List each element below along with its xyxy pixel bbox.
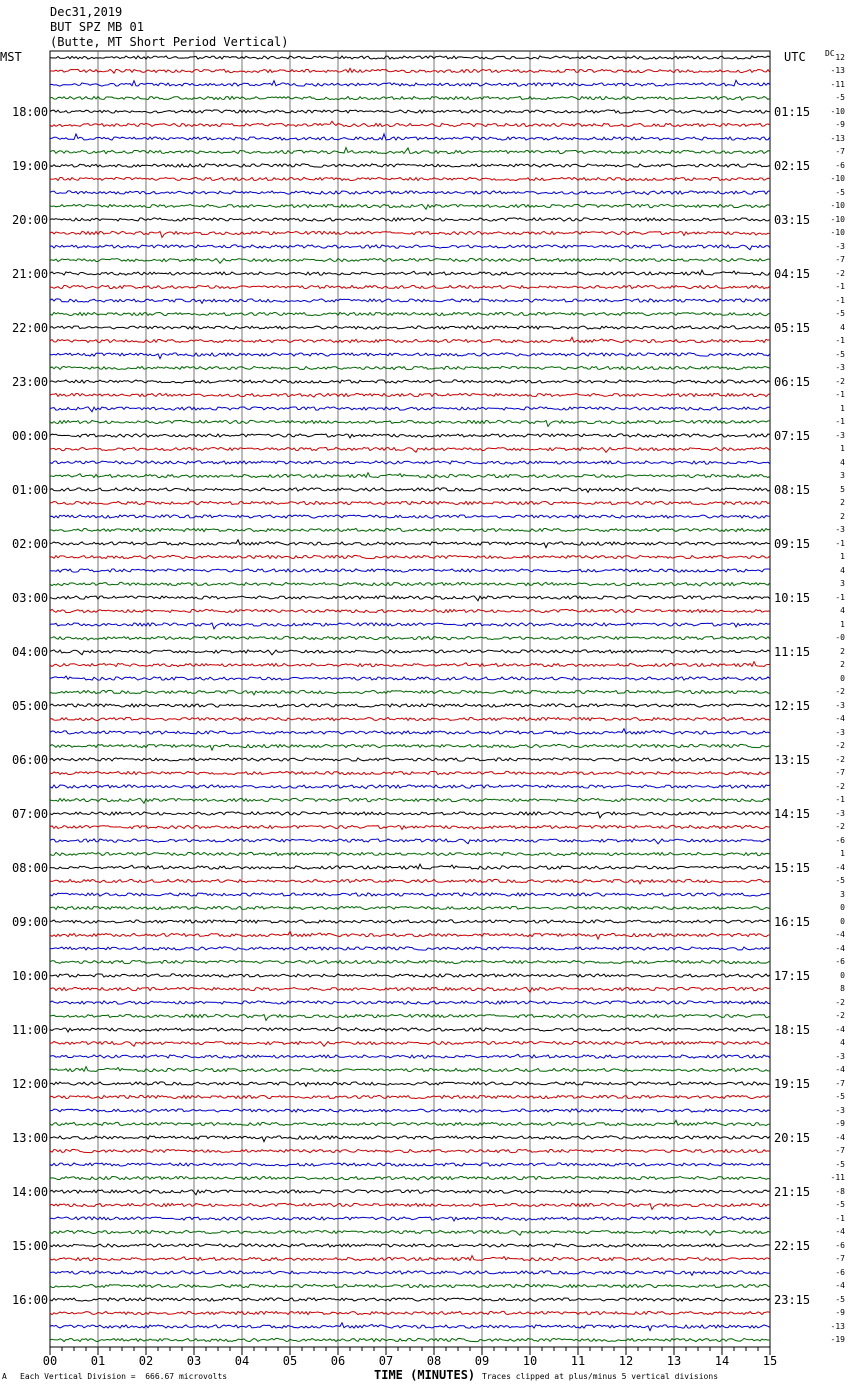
trace-line [50,852,770,855]
dc-offset-label: -2 [835,997,845,1007]
dc-offset-label: -1 [835,336,845,345]
dc-offset-label: -9 [835,1119,845,1128]
dc-offset-label: 0 [840,673,845,683]
dc-offset-label: 2 [840,511,845,521]
left-hour-label: 07:00 [12,806,49,821]
trace-line [50,812,770,818]
dc-offset-label: -4 [835,862,845,872]
trace-line [50,582,770,586]
trace-line [50,121,770,126]
trace-line [50,473,770,478]
trace-line [50,326,770,329]
right-hour-label: 18:15 [774,1022,811,1037]
dc-offset-label: -7 [835,147,845,156]
trace-line [50,636,770,640]
clip-note: Traces clipped at plus/minus 5 vertical divisions [482,1372,719,1381]
x-axis-tick-label: 02 [138,1354,154,1368]
trace-line [50,407,770,412]
dc-offset-label: 2 [840,498,845,507]
dc-offset-label: -2 [835,376,845,386]
dc-offset-label: -6 [835,957,845,966]
trace-line [50,893,770,896]
trace-line [50,218,770,221]
trace-line [50,68,770,73]
right-hour-label: 08:15 [774,482,811,497]
dc-offset-label: -9 [835,1308,845,1317]
trace-line [50,1190,770,1195]
dc-offset-label: 1 [840,619,845,629]
dc-offset-label: -1 [835,282,845,291]
trace-line [50,623,770,629]
dc-offset-label: 12 [835,52,845,62]
dc-offset-label: -5 [835,1092,845,1101]
dc-offset-label: -1 [835,390,845,399]
dc-offset-label: -7 [835,255,845,264]
dc-offset-label: -8 [835,1186,845,1196]
trace-line [50,879,770,884]
trace-line [50,785,770,789]
trace-line [50,1298,770,1301]
x-axis-title: TIME (MINUTES) [374,1368,476,1382]
left-hour-label: 09:00 [12,914,49,929]
x-axis-tick-label: 04 [234,1354,250,1368]
x-axis-tick-label: 11 [570,1354,586,1368]
dc-offset-label: -13 [830,133,845,143]
dc-offset-label: -3 [835,808,845,818]
right-hour-label: 07:15 [774,428,811,443]
right-hour-label: 23:15 [774,1292,811,1307]
dc-offset-label: -19 [830,1335,845,1344]
trace-line [50,258,770,263]
left-hour-label: 02:00 [12,536,49,551]
dc-offset-label: 3 [840,471,845,480]
trace-line [50,974,770,978]
trace-line [50,528,770,531]
dc-offset-label: -4 [835,1065,845,1074]
trace-line [50,134,770,140]
right-hour-label: 17:15 [774,968,811,983]
dc-offset-label: -5 [835,1294,845,1304]
x-axis-tick-label: 10 [522,1354,538,1368]
right-hour-label: 19:15 [774,1076,811,1091]
dc-offset-label: -4 [835,1227,845,1236]
trace-line [50,285,770,288]
trace-line [50,1014,770,1020]
trace-line [50,744,770,750]
dc-offset-label: -4 [835,943,845,953]
trace-line [50,1256,770,1261]
dc-offset-label: -1 [835,1213,845,1223]
trace-line [50,650,770,655]
trace-line [50,920,770,923]
dc-offset-label: 8 [840,984,845,993]
left-hour-label: 18:00 [12,104,49,119]
trace-line [50,1230,770,1235]
trace-line [50,839,770,844]
right-hour-label: 10:15 [774,590,811,605]
trace-line [50,1176,770,1180]
dc-offset-label: 2 [840,646,845,656]
trace-line [50,987,770,992]
left-hour-label: 01:00 [12,482,49,497]
station-description: (Butte, MT Short Period Vertical) [50,35,289,49]
trace-line [50,609,770,612]
right-hour-label: 20:15 [774,1130,811,1145]
left-hour-label: 20:00 [12,212,49,227]
trace-line [50,1323,770,1331]
x-axis-tick-label: 07 [378,1354,394,1368]
dc-offset-label: -5 [835,1159,845,1169]
dc-offset-label: 3 [840,889,845,899]
dc-offset-label: 3 [840,579,845,588]
dc-offset-label: -2 [835,1011,845,1020]
trace-line [50,488,770,493]
vertical-scale-note: Each Vertical Division = 666.67 microvolts [20,1372,228,1381]
left-hour-label: 13:00 [12,1130,49,1145]
right-hour-label: 11:15 [774,644,811,659]
x-axis-tick-label: 14 [714,1354,730,1368]
dc-offset-label: -10 [830,228,845,237]
right-hour-label: 06:15 [774,374,811,389]
dc-offset-label: -1 [835,417,845,426]
trace-line [50,177,770,180]
trace-line [50,434,770,438]
dc-offset-label: -5 [835,349,845,359]
trace-line [50,758,770,761]
right-hour-label: 14:15 [774,806,811,821]
trace-line [50,1136,770,1142]
x-axis-tick-label: 12 [618,1354,634,1368]
dc-offset-label: -3 [835,241,845,251]
right-hour-label: 04:15 [774,266,811,281]
left-hour-label: 12:00 [12,1076,49,1091]
right-timezone-label: UTC [784,50,806,64]
right-hour-label: 03:15 [774,212,811,227]
trace-line [50,825,770,829]
right-hour-label: 16:15 [774,914,811,929]
trace-line [50,729,770,734]
dc-offset-label: 4 [840,606,845,615]
left-hour-label: 11:00 [12,1022,49,1037]
left-hour-label: 08:00 [12,860,49,875]
dc-offset-label: 1 [840,552,845,561]
dc-offset-label: -5 [835,93,845,102]
dc-offset-label: -4 [835,1281,845,1290]
dc-offset-label: 4 [840,565,845,575]
trace-line [50,80,770,86]
dc-offset-label: -3 [835,1051,845,1061]
x-axis-tick-label: 01 [90,1354,106,1368]
dc-offset-label: -0 [835,633,845,642]
left-hour-label: 23:00 [12,374,49,389]
dc-offset-label: -10 [830,106,845,116]
right-hour-label: 13:15 [774,752,811,767]
trace-line [50,540,770,548]
dc-offset-label: -9 [835,120,845,129]
trace-line [50,569,770,572]
dc-offset-label: 0 [840,970,845,980]
trace-line [50,931,770,939]
dc-offset-label: 2 [840,660,845,669]
dc-offset-label: -5 [835,187,845,197]
trace-line [50,1217,770,1221]
trace-line [50,1041,770,1046]
trace-line [50,461,770,464]
dc-offset-label: -3 [835,1105,845,1115]
x-axis-tick-label: 05 [282,1354,298,1368]
trace-line [50,501,770,504]
dc-offset-label: 0 [840,916,845,926]
x-axis-tick-label: 03 [186,1354,202,1368]
dc-offset-label: 4 [840,322,845,332]
dc-offset-label: -2 [835,781,845,791]
dc-offset-label: -7 [835,1254,845,1263]
trace-line [50,690,770,695]
left-hour-label: 04:00 [12,644,49,659]
trace-line [50,1054,770,1058]
trace-line [50,1120,770,1125]
dc-offset-label: -4 [835,1024,845,1034]
right-hour-label: 12:15 [774,698,811,713]
dc-offset-label: -7 [835,1078,845,1088]
trace-line [50,245,770,250]
trace-line [50,1095,770,1098]
trace-line [50,1244,770,1247]
trace-line [50,515,770,518]
dc-offset-label: -10 [830,214,845,224]
dc-offset-label: 1 [840,403,845,413]
dc-offset-label: -3 [835,525,845,534]
dc-offset-label: 0 [840,903,845,912]
trace-line [50,1109,770,1112]
dc-offset-label: 1 [840,849,845,858]
trace-line [50,420,770,426]
left-hour-label: 14:00 [12,1184,49,1199]
trace-line [50,337,770,342]
trace-line [50,798,770,803]
trace-line [50,947,770,950]
trace-line [50,148,770,154]
dc-offset-label: -7 [835,768,845,777]
dc-offset-label: -5 [835,1200,845,1209]
dc-offset-header: DC [825,49,835,58]
dc-offset-label: -3 [835,363,845,372]
dc-offset-label: -6 [835,835,845,845]
trace-line [50,704,770,707]
dc-offset-label: -2 [835,822,845,831]
left-hour-label: 21:00 [12,266,49,281]
dc-offset-label: -7 [835,1146,845,1155]
trace-line [50,231,770,237]
x-axis-tick-label: 09 [474,1354,490,1368]
left-hour-label: 16:00 [12,1292,49,1307]
x-axis-tick-label: 00 [42,1354,58,1368]
dc-offset-label: -5 [835,309,845,318]
left-hour-label: 00:00 [12,428,49,443]
dc-offset-label: -13 [830,1321,845,1331]
dc-offset-label: -11 [830,1173,845,1182]
trace-line [50,596,770,601]
dc-offset-label: -1 [835,592,845,602]
trace-line [50,164,770,167]
dc-offset-label: -5 [835,876,845,885]
trace-line [50,191,770,195]
dc-offset-label: -6 [835,1267,845,1277]
dc-offset-label: -13 [830,66,845,75]
trace-line [50,110,770,113]
dc-offset-label: -1 [835,538,845,548]
trace-line [50,864,770,869]
left-hour-label: 19:00 [12,158,49,173]
corner-mark: A [2,1372,7,1381]
dc-offset-label: -3 [835,727,845,737]
left-hour-label: 05:00 [12,698,49,713]
right-hour-label: 09:15 [774,536,811,551]
trace-line [50,717,770,720]
dc-offset-label: -3 [835,430,845,440]
trace-line [50,393,770,397]
trace-line [50,447,770,452]
dc-offset-label: -1 [835,295,845,305]
dc-offset-label: -2 [835,268,845,278]
dc-offset-label: -10 [830,201,845,210]
dc-offset-label: -4 [835,930,845,939]
trace-line [50,366,770,369]
dc-offset-label: -3 [835,700,845,710]
trace-line [50,270,770,275]
trace-line [50,1028,770,1032]
trace-line [50,1149,770,1152]
trace-line [50,1203,770,1209]
right-hour-label: 15:15 [774,860,811,875]
trace-line [50,353,770,359]
trace-line [50,1338,770,1341]
right-hour-label: 02:15 [774,158,811,173]
x-axis-tick-label: 08 [426,1354,442,1368]
trace-line [50,960,770,963]
trace-line [50,299,770,304]
x-axis-tick-label: 06 [330,1354,346,1368]
trace-line [50,204,770,209]
trace-line [50,906,770,909]
dc-offset-label: -11 [830,79,845,89]
dc-offset-label: -2 [835,687,845,696]
left-hour-label: 03:00 [12,590,49,605]
trace-line [50,1284,770,1287]
plot-date: Dec31,2019 [50,5,123,19]
x-axis-tick-label: 13 [666,1354,682,1368]
dc-offset-label: -4 [835,714,845,723]
left-hour-label: 06:00 [12,752,49,767]
dc-offset-label: -6 [835,160,845,170]
trace-line [50,771,770,774]
trace-line [50,56,770,59]
dc-offset-label: -6 [835,1240,845,1250]
dc-offset-label: -1 [835,795,845,804]
trace-line [50,380,770,383]
trace-line [50,676,770,680]
dc-offset-label: 1 [840,444,845,453]
x-axis-tick-label: 15 [762,1354,778,1368]
right-hour-label: 22:15 [774,1238,811,1253]
trace-line [50,1067,770,1072]
right-hour-label: 01:15 [774,104,811,119]
station-code: BUT SPZ MB 01 [50,20,144,34]
trace-line [50,662,770,667]
dc-offset-label: -2 [835,741,845,750]
dc-offset-label: 5 [840,484,845,494]
trace-line [50,1001,770,1004]
dc-offset-label: 4 [840,1038,845,1047]
trace-line [50,96,770,100]
trace-line [50,1163,770,1166]
left-hour-label: 15:00 [12,1238,49,1253]
right-hour-label: 21:15 [774,1184,811,1199]
trace-line [50,555,770,558]
left-timezone-label: MST [0,50,22,64]
trace-line [50,1311,770,1314]
trace-line [50,312,770,315]
dc-offset-label: 4 [840,457,845,467]
dc-offset-label: -2 [835,754,845,764]
dc-offset-label: -4 [835,1132,845,1142]
trace-line [50,1271,770,1276]
left-hour-label: 22:00 [12,320,49,335]
left-hour-label: 10:00 [12,968,49,983]
dc-offset-label: -10 [830,174,845,183]
trace-line [50,1082,770,1087]
right-hour-label: 05:15 [774,320,811,335]
